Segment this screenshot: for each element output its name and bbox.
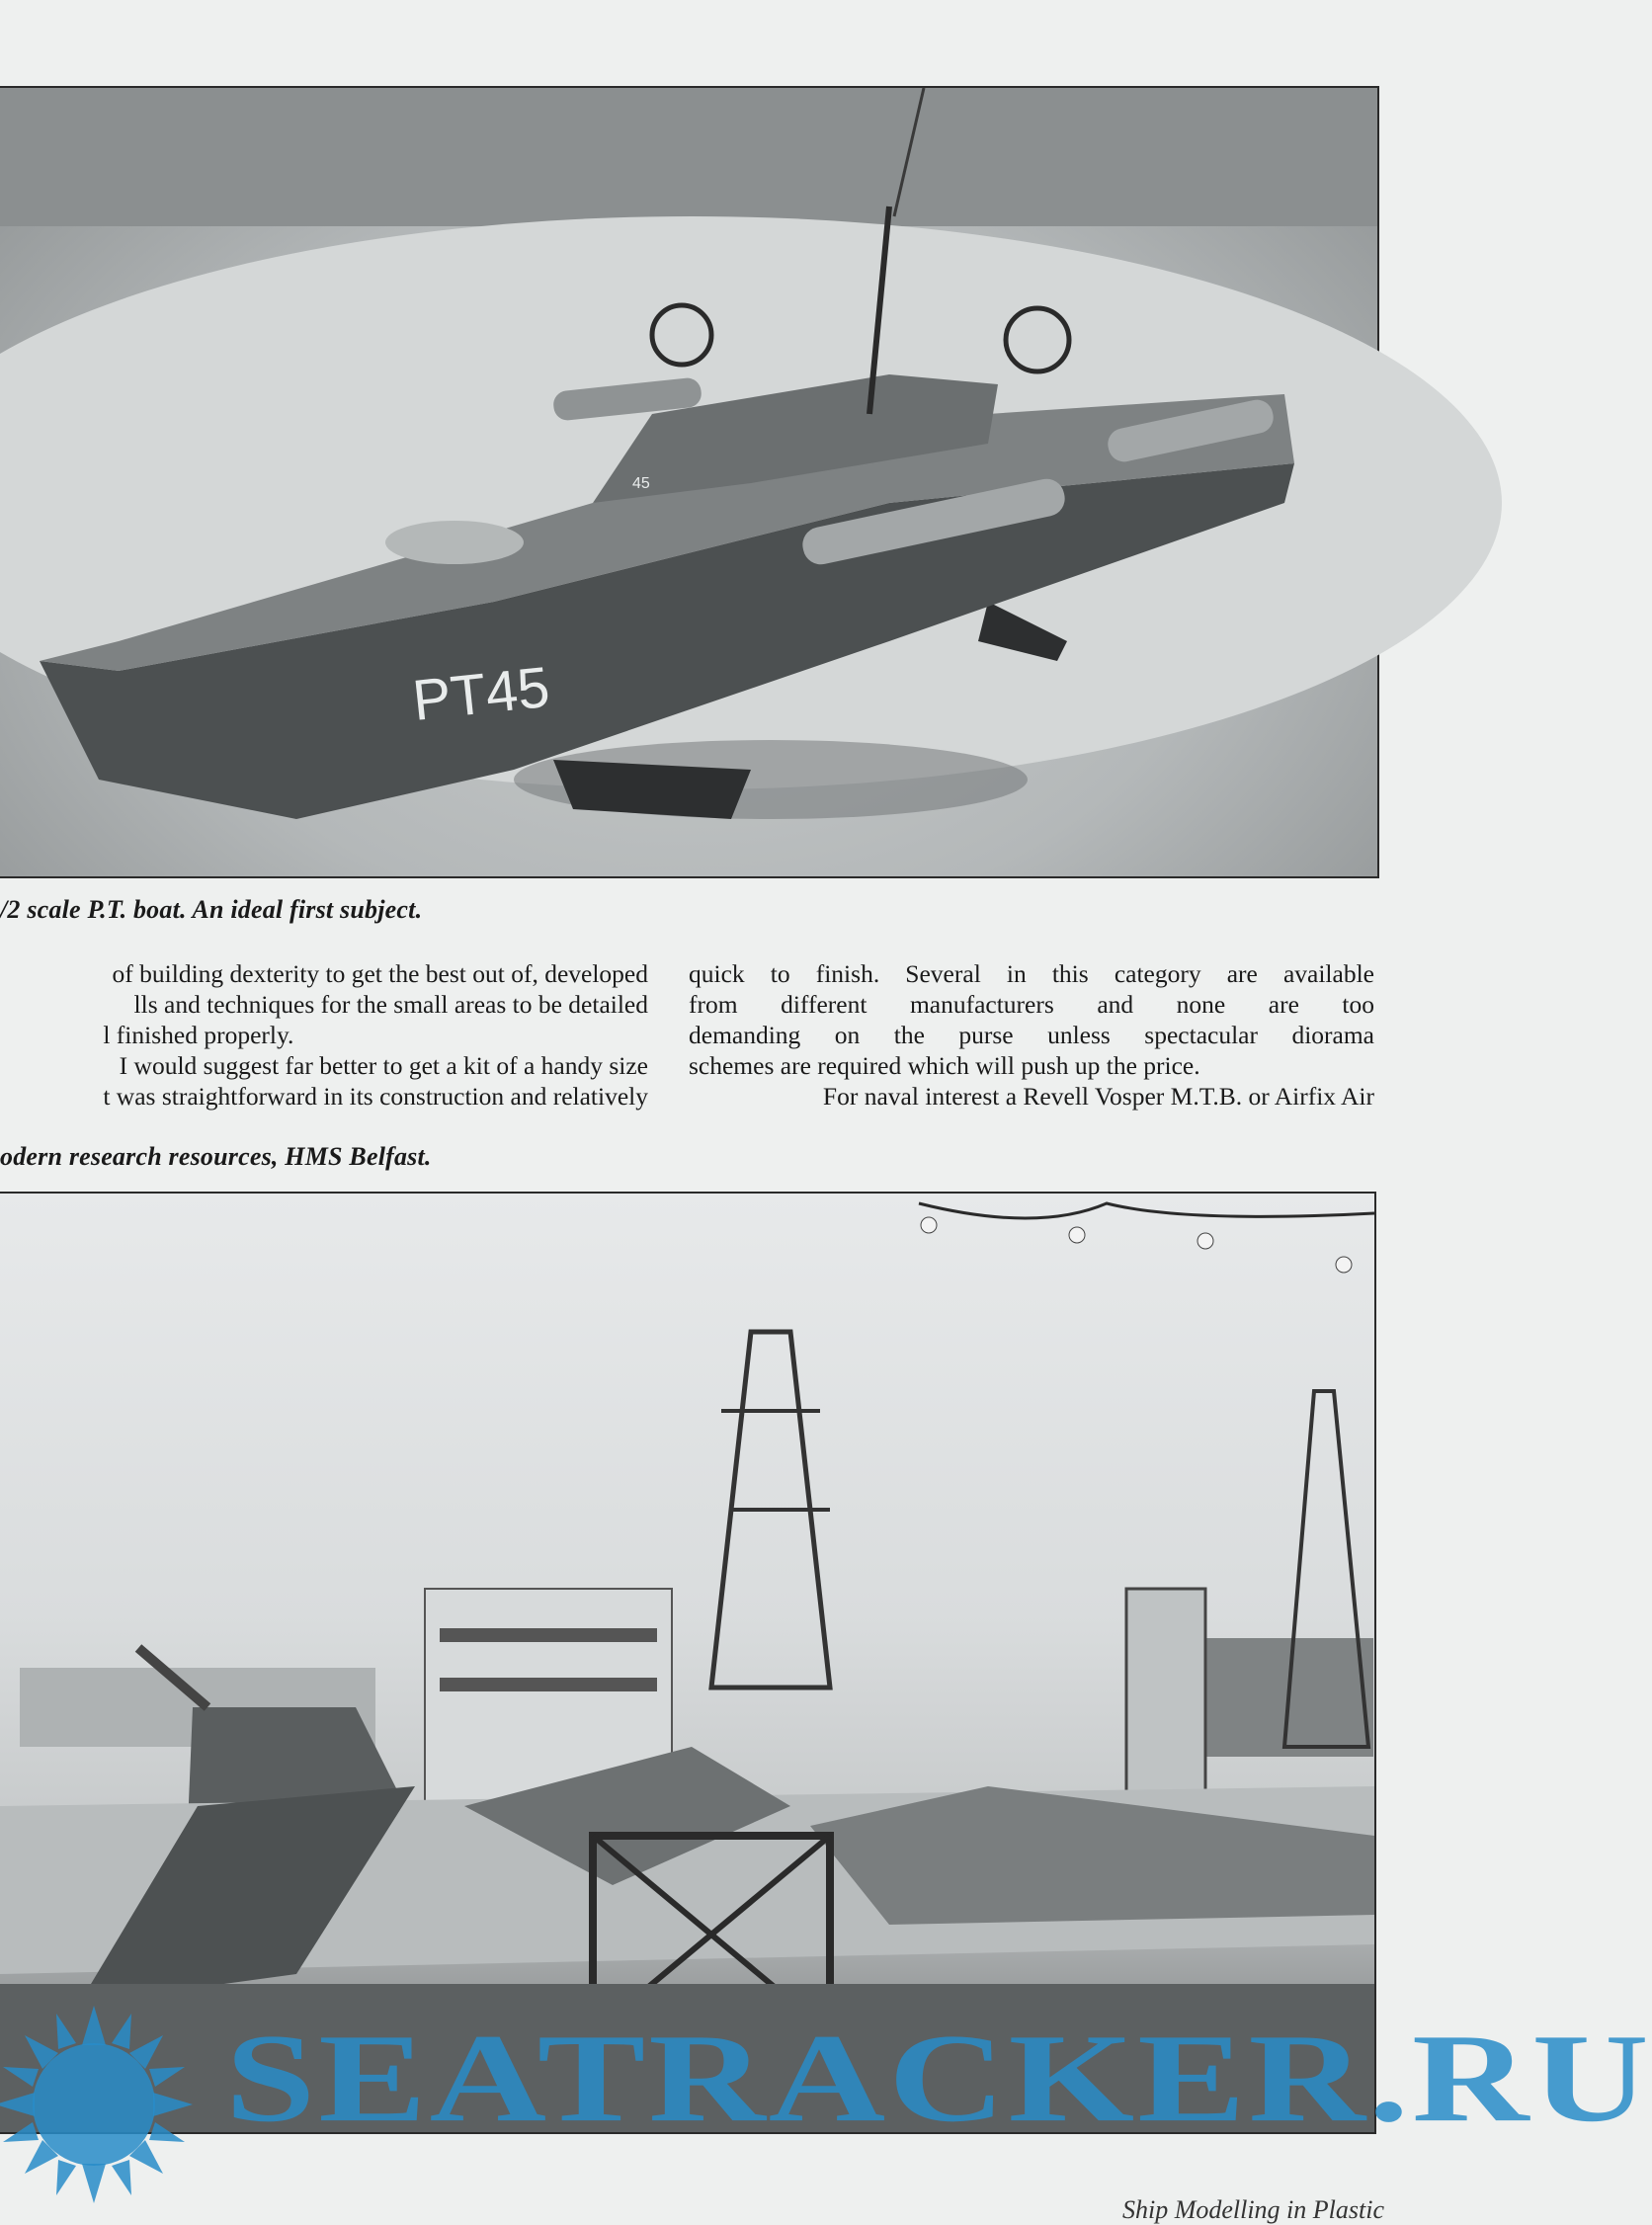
text-line: schemes are required which will push up the price. bbox=[689, 1051, 1200, 1080]
hull-marking-pt45: PT45 bbox=[409, 654, 553, 733]
text-line: of building dexterity to get the best out of, developed bbox=[112, 959, 648, 988]
body-text-left-column bbox=[103, 958, 648, 1112]
text-line: lls and techniques for the small areas to be detailed bbox=[133, 990, 648, 1019]
text-line: For naval interest a Revell Vosper M.T.B. or Airfix Air bbox=[822, 1082, 1374, 1111]
text-line: demanding on the purse unless spectacular diorama bbox=[689, 1021, 1374, 1049]
photo-caption-pt-boat: /2 scale P.T. boat. An ideal first subject. bbox=[0, 895, 423, 924]
running-footer: Ship Modelling in Plastic bbox=[1121, 2195, 1384, 2224]
text-line: l finished properly. bbox=[103, 1021, 294, 1049]
pt-boat-photo bbox=[0, 86, 1379, 878]
watermark-text: SEATRACKER.RU bbox=[225, 2008, 1652, 2149]
pt-boat-illustration bbox=[0, 88, 1377, 876]
text-line: t was straightforward in its construction and relatively bbox=[103, 1082, 648, 1111]
text-line: quick to finish. Several in this category are available bbox=[689, 959, 1374, 988]
text-line: I would suggest far better to get a kit of a handy size bbox=[119, 1051, 648, 1080]
text-line: from different manufacturers and none are too bbox=[689, 990, 1374, 1019]
hms-belfast-photo bbox=[0, 1192, 1376, 2134]
photo-caption-hms-belfast: odern research resources, HMS Belfast. bbox=[0, 1142, 432, 1171]
hms-belfast-illustration bbox=[0, 1194, 1374, 2132]
superstructure-marking-45: 45 bbox=[632, 475, 650, 492]
body-text-right-column bbox=[689, 958, 1374, 1112]
